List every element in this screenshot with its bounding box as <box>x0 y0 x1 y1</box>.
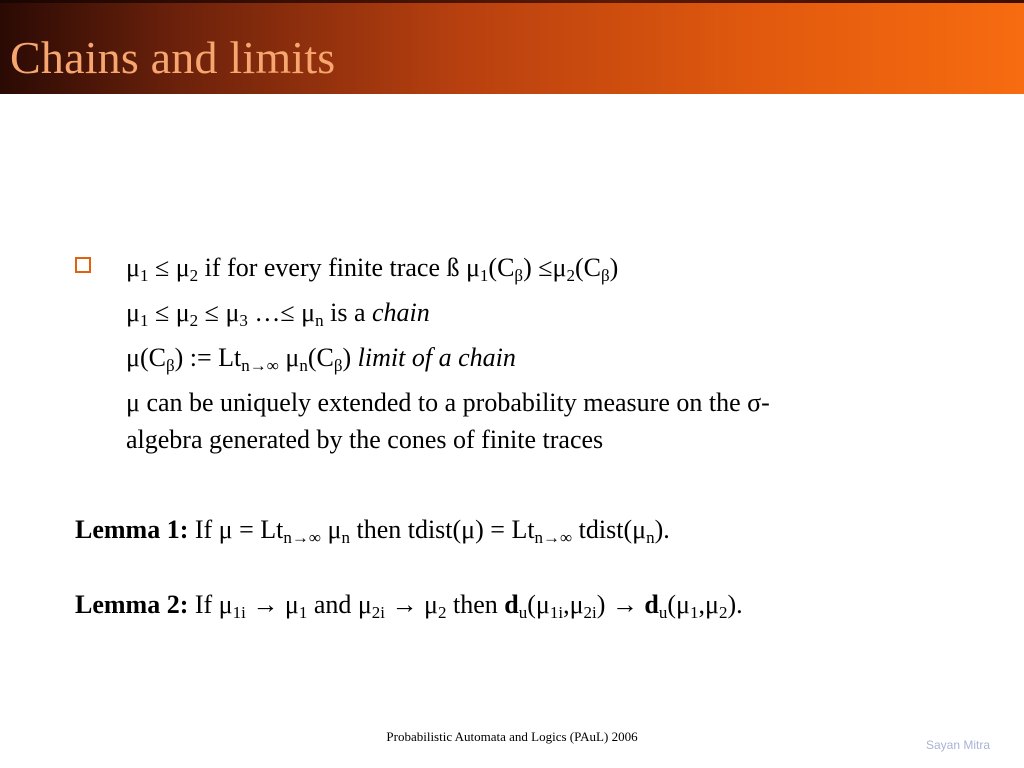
title-bar-topline <box>0 0 1024 3</box>
chain-term: chain <box>372 298 430 327</box>
lemma-1: Lemma 1: If $\mu = Lt_{n\to\infty}$ $\mu_n$ then tdist(μ) = $Lt_{n\to\infty}$ $tdist(\mu_n)$. <box>75 515 670 547</box>
bullet-line-2: $\mu_1 \le \mu_2 \le \mu_3$ …≤ $\mu_n$ is a chain <box>126 298 430 330</box>
bullet-square-icon <box>75 257 91 273</box>
limit-term: limit of a chain <box>357 343 516 372</box>
lemma-2: Lemma 2: If $\mu_{1i} \to \mu_1$ and $\mu_{2i} \to \mu_2$ then $d_u(\mu_{1i},\mu_{2i}) \to d_u(\mu_1,\mu_2)$. <box>75 590 743 622</box>
footer-course-title: Probabilistic Automata and Logics (PAuL) 2006 <box>386 729 638 744</box>
bullet-line-4: μ can be uniquely extended to a probability measure on the σ- <box>126 388 770 417</box>
bullet-line-5: algebra generated by the cones of finite traces <box>126 425 604 454</box>
bullet-line-1: $\mu_1 \le \mu_2$ if for every finite trace ß $\mu_1(C_\beta) \le\mu_2(C_\beta)$ <box>126 253 619 285</box>
lemma-2-label: Lemma 2: <box>75 590 189 619</box>
title-bar <box>0 0 1024 94</box>
slide-title: Chains and limits <box>10 32 336 83</box>
footer-author: Sayan Mitra <box>925 738 990 752</box>
lemma-1-label: Lemma 1: <box>75 515 189 544</box>
bullet-line-3: $\mu(C_\beta)$ := $Lt_{n\to\infty}$ $\mu_n(C_\beta)$ limit of a chain <box>126 343 516 375</box>
